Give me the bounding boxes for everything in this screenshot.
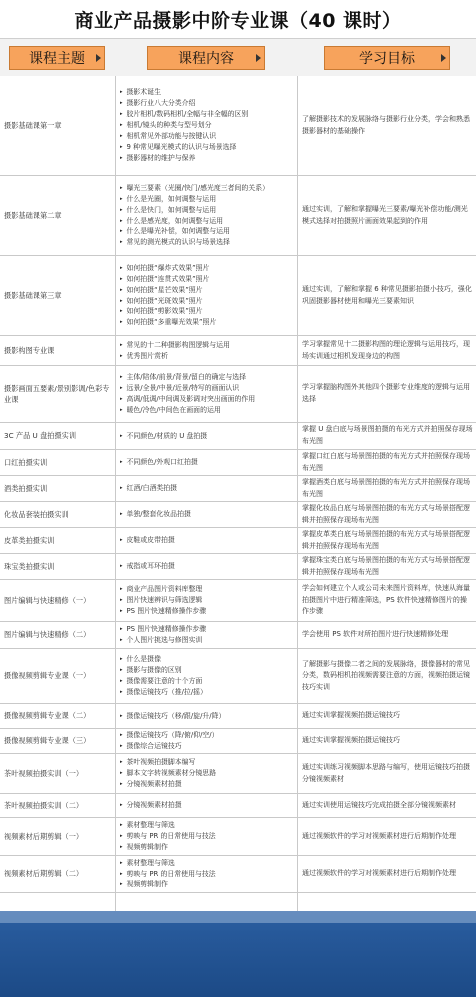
header-goal-cell	[298, 44, 476, 71]
learning-goal: 掌握口红白底与场景图拍摄的布光方式并拍照保存现场布光图	[302, 451, 470, 472]
content-item-text: 图片快速辨识与筛选逻辑	[126, 596, 203, 605]
bullet-arrow-icon: ▸	[120, 286, 123, 293]
course-topic: 摄像视频剪辑专业课（一）	[4, 671, 91, 681]
bullet-arrow-icon: ▸	[120, 656, 123, 663]
course-content	[116, 622, 296, 648]
content-item	[120, 842, 296, 853]
content-item	[120, 98, 296, 109]
bullet-arrow-icon: ▸	[120, 154, 123, 161]
bullet-arrow-icon: ▸	[120, 859, 123, 866]
content-item-text: 视频剪辑制作	[126, 880, 168, 889]
content-item	[120, 509, 296, 520]
course-table	[0, 76, 476, 911]
learning-goal: 掌握酒类白底与场景图拍摄的布光方式并拍照保存现场布光图	[302, 477, 470, 498]
bullet-arrow-icon: ▸	[120, 308, 123, 315]
course-content	[116, 580, 296, 621]
content-item-text: 摄影行业八大分类介绍	[126, 99, 196, 108]
content-item-text: 素材整理与筛选	[126, 858, 175, 867]
content-item-text: 什么是感光度，如何调整与运用	[126, 216, 223, 225]
content-item	[120, 306, 296, 317]
course-content	[116, 256, 296, 335]
content-item	[120, 296, 296, 307]
table-row	[0, 580, 476, 622]
content-item-text: 素材整理与筛选	[126, 821, 175, 830]
bullet-arrow-icon: ▸	[120, 143, 123, 150]
bullet-arrow-icon: ▸	[120, 607, 123, 614]
course-content	[116, 818, 296, 855]
course-content	[116, 423, 296, 449]
content-item-text: PS 图片快速精修操作步骤	[126, 625, 207, 634]
content-item	[120, 676, 296, 687]
bullet-arrow-icon: ▸	[120, 485, 123, 492]
table-row	[0, 554, 476, 580]
bullet-arrow-icon: ▸	[120, 195, 123, 202]
bullet-arrow-icon: ▸	[120, 712, 123, 719]
content-item	[120, 205, 296, 216]
table-row	[0, 704, 476, 729]
content-item-text: 摄影与摄像的区别	[126, 666, 182, 675]
content-item-text: 什么是快门，如何调整与运用	[126, 205, 217, 214]
title-bar	[0, 0, 476, 38]
table-row	[0, 366, 476, 423]
content-item	[120, 394, 296, 405]
content-item	[120, 730, 296, 741]
bullet-arrow-icon: ▸	[120, 132, 123, 139]
course-content	[116, 729, 296, 753]
course-content	[116, 76, 296, 175]
content-item-text: 如何拍摄“光斑效果”照片	[126, 296, 203, 305]
content-item-text: 远景/全景/中景/近景/特写的画面认识	[126, 384, 240, 393]
content-item-text: 曝光三要素（光圈/快门/感光度三者间的关系）	[126, 183, 269, 192]
content-item-text: PS 图片快速精修操作步骤	[126, 606, 207, 615]
content-item	[120, 153, 296, 164]
course-topic: 视频素材后期剪辑（二）	[4, 869, 84, 879]
content-item	[120, 237, 296, 248]
content-item-text: 什么是摄像	[126, 655, 161, 664]
header-content: 课程内容	[147, 46, 265, 70]
course-content	[116, 528, 296, 553]
content-item	[120, 858, 296, 869]
bullet-arrow-icon: ▸	[120, 678, 123, 684]
bullet-arrow-icon: ▸	[120, 833, 123, 840]
content-item-text: 分镜视频素材拍摄	[126, 779, 182, 788]
learning-goal: 了解摄影技术的发展脉络与摄影行业分类，学会和熟悉摄影器材的基础操作	[302, 114, 470, 135]
content-item	[120, 779, 296, 790]
bullet-arrow-icon: ▸	[120, 374, 123, 381]
content-item	[120, 131, 296, 142]
bullet-arrow-icon: ▸	[120, 563, 123, 570]
content-item	[120, 405, 296, 416]
course-content	[116, 856, 296, 892]
table-row	[0, 423, 476, 450]
content-item	[120, 226, 296, 237]
course-topic: 酒类拍摄实训	[4, 483, 48, 493]
content-item	[120, 340, 296, 351]
content-item	[120, 372, 296, 383]
content-item-text: 9 种常见曝光模式的认识与场景选择	[126, 142, 237, 151]
table-row	[0, 754, 476, 794]
content-item-text: 主体/陪体/前景/背景/留白的确定与选择	[126, 373, 247, 382]
table-row	[0, 649, 476, 704]
content-item-text: 不同颜色/材质的 U 盘拍摄	[126, 431, 208, 440]
content-item-text: 茶叶视频拍摄脚本编写	[126, 758, 196, 767]
bullet-arrow-icon: ▸	[120, 432, 123, 439]
bullet-arrow-icon: ▸	[120, 586, 123, 593]
bullet-arrow-icon: ▸	[120, 511, 123, 518]
table-row	[0, 76, 476, 176]
content-item	[120, 120, 296, 131]
course-content	[116, 794, 296, 817]
content-item-text: 脚本文字转视频素材分镜思路	[126, 769, 217, 778]
learning-goal: 通过实训，了解和掌握 6 种常见摄影拍摄小技巧，强化巩固摄影器材使用和曝光三要素知识	[302, 284, 472, 305]
table-row	[0, 502, 476, 528]
course-content	[116, 336, 296, 365]
learning-goal: 掌握珠宝类白底与场景图拍摄的布光方式与场景搭配逻辑并拍照保存现场布光图	[302, 555, 470, 576]
bullet-arrow-icon: ▸	[120, 228, 123, 235]
bullet-arrow-icon: ▸	[120, 100, 123, 107]
content-item-text: 摄影术诞生	[126, 88, 161, 97]
content-item-text: 摄像运镜技巧（推/拉/摇）	[126, 687, 207, 696]
learning-goal: 掌握化妆品白底与场景图拍摄的布光方式与场景搭配逻辑并拍照保存现场布光图	[302, 503, 470, 524]
course-content	[116, 176, 296, 255]
content-item-text: 胶片相机/数码相机/全幅与非全幅的区别	[126, 110, 249, 119]
bullet-arrow-icon: ▸	[120, 297, 123, 304]
content-item	[120, 595, 296, 606]
bullet-arrow-icon: ▸	[120, 732, 123, 739]
content-item-text: 什么是曝光补偿，如何调整与运用	[126, 227, 230, 236]
content-item-text: 摄像运镜技巧（移/跟/旋/升/降）	[126, 711, 226, 720]
bullet-arrow-icon: ▸	[120, 406, 123, 413]
course-topic: 视频素材后期剪辑（一）	[4, 831, 84, 841]
bullet-arrow-icon: ▸	[120, 802, 123, 809]
content-item	[120, 274, 296, 285]
course-topic: 摄影基础课第二章	[4, 210, 62, 220]
table-row	[0, 528, 476, 554]
content-item	[120, 285, 296, 296]
bullet-arrow-icon: ▸	[120, 759, 123, 766]
learning-goal: 通过实训，了解和掌握曝光三要素/曝光补偿功能/测光模式选择对拍摄照片画面效果起到的作用	[302, 204, 468, 225]
bullet-arrow-icon: ▸	[120, 217, 123, 224]
content-item-text: 不同颜色/外观口红拍摄	[126, 458, 198, 467]
course-topic: 摄影画面五要素/景别影调/色彩专业课	[4, 383, 110, 404]
header-topic-cell	[0, 44, 114, 71]
content-item	[120, 351, 296, 362]
content-item-text: 商业产品图片资料库整理	[126, 585, 203, 594]
header-content-cell	[116, 44, 296, 71]
content-item-text: 摄像需要注意的十个方面	[126, 677, 203, 685]
content-item	[120, 820, 296, 831]
content-item-text: 相机常见外部功能与按键认识	[126, 131, 217, 140]
table-header	[0, 38, 476, 78]
course-topic: 图片编辑与快速精修（一）	[4, 595, 91, 605]
bullet-arrow-icon: ▸	[120, 122, 123, 129]
content-item-text: 红酒/白酒类拍摄	[126, 484, 178, 493]
content-item-text: 高调/低调/中间调及影调对突出画面的作用	[126, 395, 256, 403]
course-topic: 摄影构图专业课	[4, 345, 55, 355]
course-topic: 3C 产品 U 盘拍摄实训	[4, 431, 77, 441]
content-item	[120, 741, 296, 752]
content-item-text: 摄影器材的维护与保养	[126, 153, 196, 162]
content-item	[120, 757, 296, 768]
learning-goal: 通过实训练习视频脚本思路与编写，使用运镜技巧拍摄分镜视频素材	[302, 762, 470, 783]
bullet-arrow-icon: ▸	[120, 780, 123, 787]
learning-goal: 通过视频软件的学习对视频素材进行后期制作处理	[302, 831, 456, 840]
content-item	[120, 183, 296, 194]
footer-highlight	[0, 911, 476, 923]
content-item	[120, 654, 296, 665]
content-item	[120, 483, 296, 494]
course-topic: 化妆品套装拍摄实训	[4, 509, 69, 519]
content-item	[120, 561, 296, 572]
bullet-arrow-icon: ▸	[120, 319, 123, 326]
footer-band	[0, 911, 476, 997]
course-topic: 图片编辑与快速精修（二）	[4, 630, 91, 640]
bullet-arrow-icon: ▸	[120, 597, 123, 604]
learning-goal: 通过实训掌握视频拍摄运镜技巧	[302, 711, 400, 720]
content-item-text: 剪映与 PR 的日常使用与技法	[126, 869, 216, 878]
table-row	[0, 729, 476, 754]
content-item	[120, 800, 296, 811]
content-item	[120, 383, 296, 394]
content-item-text: 如何拍摄“爆炸式效果”照片	[126, 263, 210, 272]
content-item-text: 单独/整套化妆品拍摄	[126, 510, 191, 519]
table-row	[0, 622, 476, 649]
bullet-arrow-icon: ▸	[120, 870, 123, 877]
bullet-arrow-icon: ▸	[120, 184, 123, 191]
learning-goal: 通过实训使用运镜技巧完成拍摄全部分镜视频素材	[302, 800, 456, 809]
learning-goal: 了解摄影与摄像二者之间的发展脉络，摄像器材的常见分类，数码相机拍视频需要注意的方面，视频拍摄运镜技巧实训	[302, 659, 470, 691]
bullet-arrow-icon: ▸	[120, 626, 123, 633]
bullet-arrow-icon: ▸	[120, 881, 123, 888]
learning-goal: 掌握 U 盘白底与场景图拍摄的布光方式并拍照保存现场布光图	[302, 425, 473, 445]
learning-goal: 学会如何建立个人或公司未来图片资料库，快速从海量拍摄图片中进行精准筛选，PS 软件快速精修图片的操作步骤	[302, 584, 470, 616]
course-content	[116, 554, 296, 579]
content-item	[120, 263, 296, 274]
course-content	[116, 704, 296, 728]
course-content	[116, 649, 296, 703]
content-item	[120, 216, 296, 227]
content-item	[120, 535, 296, 546]
learning-goal: 通过实训掌握视频拍摄运镜技巧	[302, 736, 400, 745]
content-item	[120, 768, 296, 779]
content-item	[120, 317, 296, 328]
course-topic: 茶叶视频拍摄实训（二）	[4, 800, 84, 810]
header-topic: 课程主题	[9, 46, 105, 70]
content-item	[120, 624, 296, 635]
content-item	[120, 711, 296, 722]
bullet-arrow-icon: ▸	[120, 637, 123, 643]
table-row	[0, 818, 476, 856]
course-content	[116, 502, 296, 527]
bullet-arrow-icon: ▸	[120, 843, 123, 850]
content-item-text: 视频剪辑制作	[126, 842, 168, 851]
table-row	[0, 450, 476, 476]
course-content	[116, 476, 296, 501]
content-item-text: 如何拍摄“剪影效果”照片	[126, 307, 203, 316]
table-row	[0, 856, 476, 893]
content-item	[120, 687, 296, 698]
course-topic: 摄影基础课第三章	[4, 290, 62, 300]
table-row	[0, 336, 476, 366]
content-item-text: 优秀图片赏析	[126, 351, 168, 360]
bullet-arrow-icon: ▸	[120, 667, 123, 674]
bullet-arrow-icon: ▸	[120, 385, 123, 392]
page-title: 商业产品摄影中阶专业课（40 课时）	[74, 9, 402, 32]
bullet-arrow-icon: ▸	[120, 341, 123, 348]
learning-goal: 学习掌握常见十二摄影构图的理论逻辑与运用技巧，现场实训通过相机发现身边的构图	[302, 339, 470, 360]
bullet-arrow-icon: ▸	[120, 275, 123, 282]
course-topic: 口红拍摄实训	[4, 457, 48, 467]
content-item	[120, 87, 296, 98]
content-item-text: 相机/镜头的种类与型号划分	[126, 121, 212, 130]
content-item-text: 个人图片挑选与修图实训	[126, 636, 203, 644]
course-topic: 摄影基础课第一章	[4, 120, 62, 130]
content-item-text: 皮鞋或皮带拍摄	[126, 536, 175, 545]
content-item-text: 戒指或耳环拍摄	[126, 562, 175, 571]
content-item-text: 摄像综合运镜技巧	[126, 742, 182, 750]
content-item-text: 剪映与 PR 的日常使用与技法	[126, 832, 216, 841]
content-item	[120, 879, 296, 890]
bullet-arrow-icon: ▸	[120, 111, 123, 118]
content-item	[120, 635, 296, 646]
content-item	[120, 831, 296, 842]
course-topic: 茶叶视频拍摄实训（一）	[4, 768, 84, 778]
learning-goal: 通过视频软件的学习对视频素材进行后期制作处理	[302, 869, 456, 878]
content-item	[120, 457, 296, 468]
bullet-arrow-icon: ▸	[120, 89, 123, 96]
learning-goal: 掌握皮革类白底与场景图拍摄的布光方式与场景搭配逻辑并拍照保存现场布光图	[302, 529, 470, 550]
bullet-arrow-icon: ▸	[120, 743, 123, 749]
bullet-arrow-icon: ▸	[120, 352, 123, 359]
content-item-text: 什么是光圈，如何调整与运用	[126, 194, 217, 203]
content-item-text: 摄像运镜技巧（降/俯/仰/空/）	[126, 731, 219, 740]
content-item	[120, 665, 296, 676]
content-item-text: 分镜视频素材拍摄	[126, 801, 182, 810]
bullet-arrow-icon: ▸	[120, 459, 123, 466]
course-topic: 摄像视频剪辑专业课（三）	[4, 736, 91, 746]
bullet-arrow-icon: ▸	[120, 239, 123, 246]
content-item-text: 如何拍摄“多重曝光效果”照片	[126, 318, 217, 327]
course-content	[116, 450, 296, 475]
content-item	[120, 869, 296, 880]
learning-goal: 学会使用 PS 软件对所拍图片进行快速精修处理	[302, 630, 449, 639]
content-item-text: 如何拍摄“连贯式效果”照片	[126, 274, 210, 283]
bullet-arrow-icon: ▸	[120, 688, 123, 695]
bullet-arrow-icon: ▸	[120, 206, 123, 213]
bullet-arrow-icon: ▸	[120, 537, 123, 544]
table-row	[0, 794, 476, 818]
course-content	[116, 754, 296, 793]
content-item	[120, 109, 296, 120]
content-item-text: 常见的测光模式的认识与场景选择	[126, 238, 230, 247]
course-topic: 摄像视频剪辑专业课（二）	[4, 711, 91, 721]
content-item-text: 如何拍摄“星芒效果”照片	[126, 285, 203, 294]
course-topic: 珠宝类拍摄实训	[4, 561, 55, 571]
course-topic: 皮革类拍摄实训	[4, 535, 55, 545]
content-item	[120, 194, 296, 205]
content-item	[120, 606, 296, 617]
table-row	[0, 256, 476, 336]
content-item-text: 常见的十二种摄影构图逻辑与运用	[126, 340, 230, 349]
table-row	[0, 476, 476, 502]
content-item	[120, 584, 296, 595]
bullet-arrow-icon: ▸	[120, 264, 123, 271]
course-content	[116, 366, 296, 422]
table-row	[0, 176, 476, 256]
header-goal: 学习目标	[324, 46, 450, 70]
content-item	[120, 142, 296, 153]
bullet-arrow-icon: ▸	[120, 396, 123, 402]
content-item-text: 暖色/冷色/中间色在画面的运用	[126, 405, 221, 414]
learning-goal: 学习掌握脑构图外其他四个摄影专业维度的逻辑与运用选择	[302, 383, 470, 403]
bullet-arrow-icon: ▸	[120, 822, 123, 829]
bullet-arrow-icon: ▸	[120, 770, 123, 777]
content-item	[120, 431, 296, 442]
